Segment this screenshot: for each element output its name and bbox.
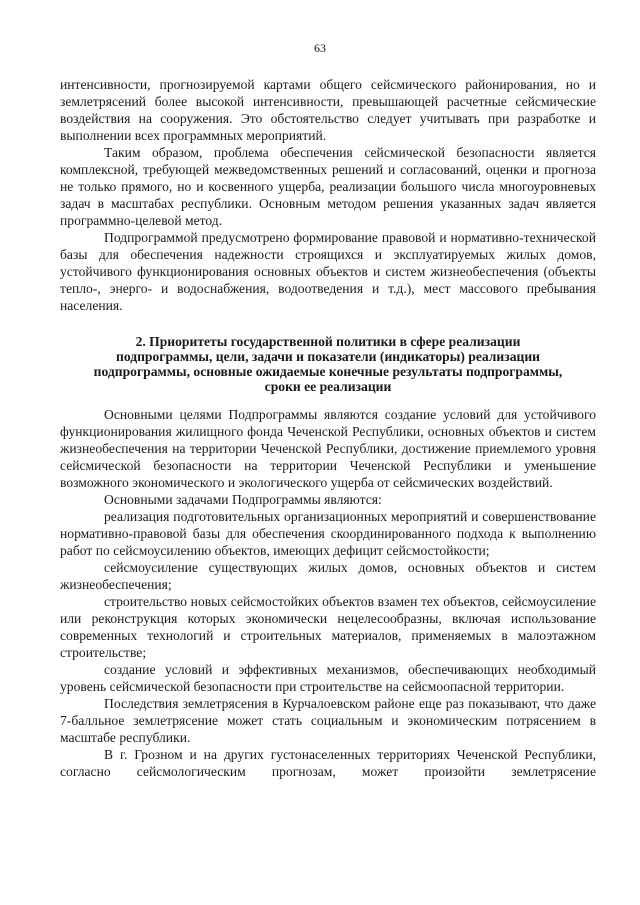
body-text	[60, 76, 596, 780]
paragraph: Таким образом, проблема обеспечения сейсмической безопасности является комплексной, требующей межведомственных решений и согласований, оценки и прогноза не только прямого, но и косвенного ущерба, реализации большого числа многоуровневых задач в масштабах республики. Основным методом решения указанных задач является программно-целевой метод.	[60, 145, 596, 228]
paragraph: Последствия землетрясения в Курчалоевском районе еще раз показывают, что даже 7-балльное землетрясение может стать социальным и экономическим потрясением в масштабе республики.	[60, 696, 596, 745]
paragraph: Основными задачами Подпрограммы являются:	[104, 492, 382, 507]
list-item: сейсмоусиление существующих жилых домов, основных объектов и систем жизнеобеспечения;	[60, 560, 596, 592]
list-item: создание условий и эффективных механизмов, обеспечивающих необходимый уровень сейсмической безопасности при строительстве на сейсмоопасной территории.	[60, 662, 596, 694]
section-heading: 2. Приоритеты государственной политики в сфере реализации подпрограммы, цели, задачи и показатели (индикаторы) реализации подпрограммы, основные ожидаемые конечные результаты подпрограммы, сроки ее реализации	[93, 334, 563, 394]
paragraph: Основными целями Подпрограммы являются создание условий для устойчивого функционирования жилищного фонда Чеченской Республики, основных объектов и систем жизнеобеспечения на территории Чеченской Республики, достижение приемлемого уровня сейсмической безопасности на территории Чеченской Республики и уменьшение возможного экономического и экологического ущерба от сейсмических воздействий.	[60, 407, 596, 490]
list-item: реализация подготовительных организационных мероприятий и совершенствование нормативно-правовой базы для обеспечения скоординированного подхода к выполнению работ по сейсмоусилению объектов, имеющих дефицит сейсмостойкости;	[60, 509, 596, 558]
page-number: 63	[314, 41, 326, 55]
paragraph: В г. Грозном и на других густонаселенных территориях Чеченской Республики, согласно сейсмологическим прогнозам, может произойти землетрясение	[60, 747, 596, 779]
paragraph-continuation: интенсивности, прогнозируемой картами общего сейсмического районирования, но и землетрясений более высокой интенсивности, превышающей расчетные сейсмические воздействия на сооружения. Это обстоятельство следует учитывать при разработке и выполнении всех программных мероприятий.	[60, 77, 596, 143]
paragraph: Подпрограммой предусмотрено формирование правовой и нормативно-технической базы для обеспечения надежности строящихся и эксплуатируемых жилых домов, устойчивого функционирования основных объектов и систем жизнеобеспечения (объекты тепло-, энерго- и водоснабжения, водоотведения и т.д.), мест массового пребывания населения.	[60, 230, 596, 313]
list-item: строительство новых сейсмостойких объектов взамен тех объектов, сейсмоусиление или реконструкция которых экономически нецелесообразны, включая использование современных технологий и строительных материалов, применяемых в малоэтажном строительстве;	[60, 594, 596, 660]
